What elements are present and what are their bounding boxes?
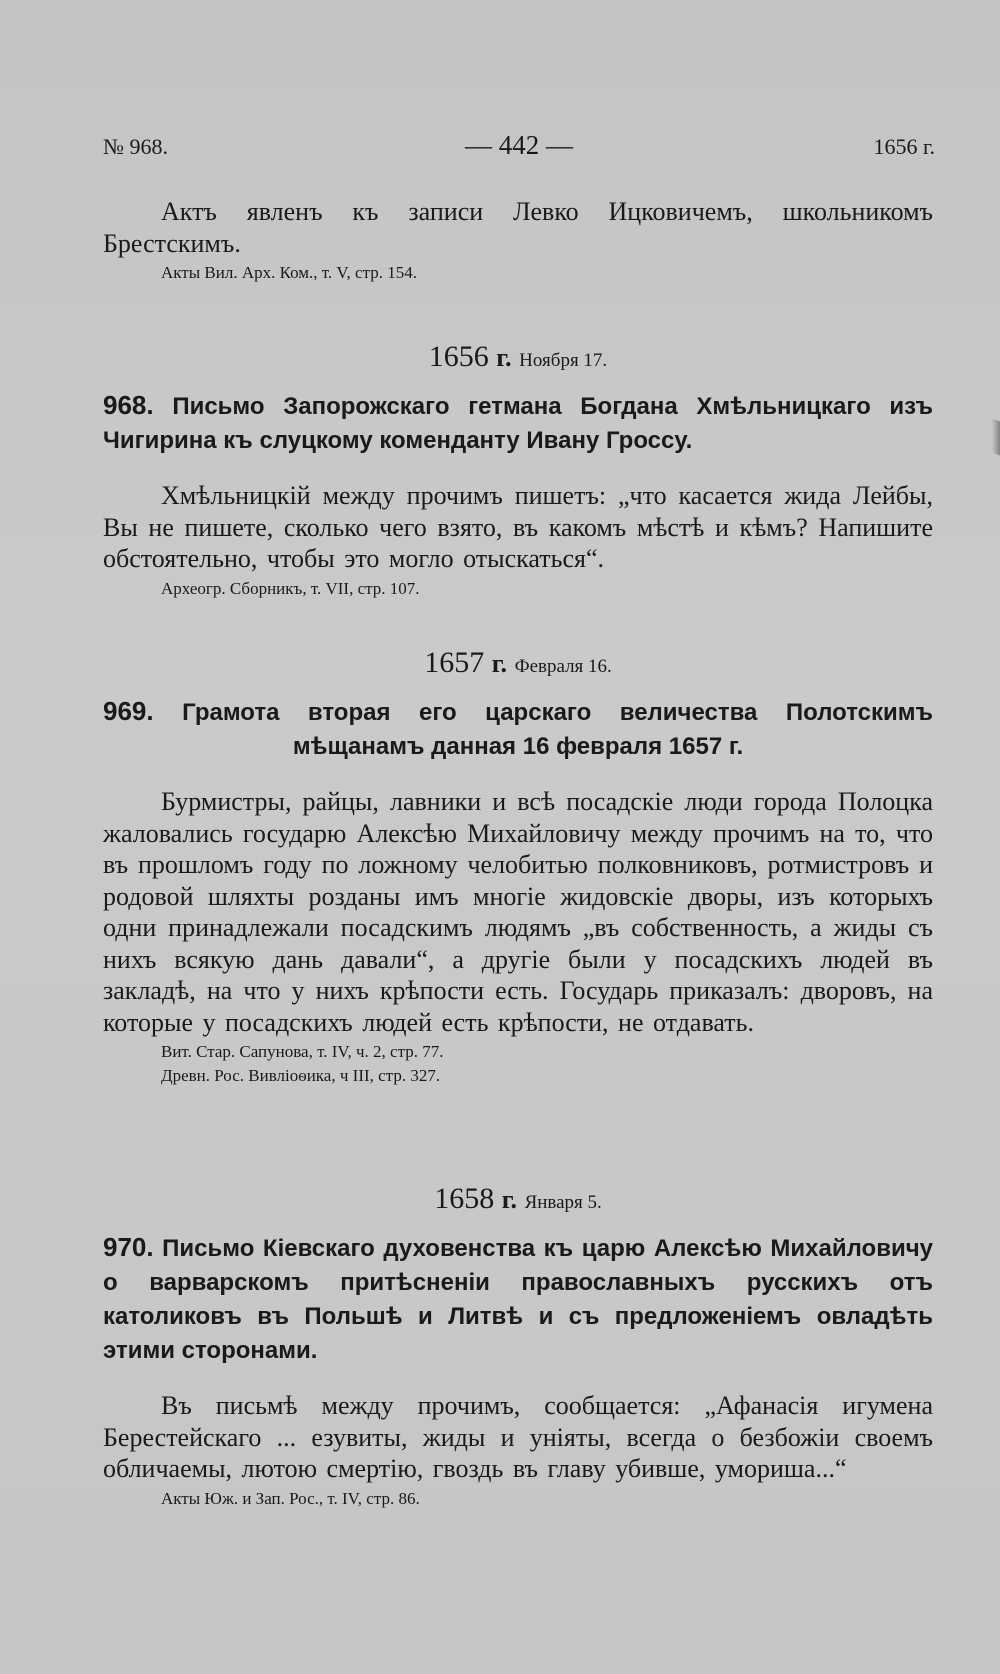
entry-title-text: Грамота вторая его царскаго величества Полотскимъ мѣщанамъ данная 16 февраля 1657 г. xyxy=(182,699,934,760)
entry-title-text: Письмо Кіевскаго духовенства къ царю Алексѣю Михайловичу о варварскомъ притѣсненіи православныхъ русскихъ отъ католиковъ въ Польшѣ и Литвѣ и съ предложеніемъ овладѣть этими сторонами. xyxy=(103,1235,933,1364)
entry-number: 970. xyxy=(103,1232,154,1262)
entry-body: Бурмистры, райцы, лавники и всѣ посадскіе люди города Полоцка жаловались государю Алексѣю Михайловичу между прочимъ на то, что въ прошломъ году по ложному челобитью полковниковъ, ротмистровъ и родовой шляхты розданы имъ многіе жидовскіе дворы, изъ которыхъ одни принадлежали посадскимъ людямъ „въ собственность, а жиды съ нихъ всякую дань давали“, а другіе были у посадскихъ людей въ закладѣ, на что у нихъ крѣпости есть. Государь приказалъ: дворовъ, на которые у посадскихъ людей есть крѣпости, не отдавать. xyxy=(103,787,933,1037)
date-month-day: Ноября 17. xyxy=(519,350,608,371)
date-year-suffix: г. xyxy=(496,343,512,372)
date-year-suffix: г. xyxy=(501,1185,518,1214)
carryover-block xyxy=(103,196,933,285)
entry-969 xyxy=(103,646,933,1088)
date-month-day: Февраля 16. xyxy=(514,656,612,677)
entry-title xyxy=(103,388,933,458)
entry-source: Вит. Стар. Сапунова, т. IV, ч. 2, стр. 77. xyxy=(161,1042,444,1061)
entry-date xyxy=(103,646,933,680)
carryover-source: Акты Вил. Арх. Ком., т. V, стр. 154. xyxy=(161,263,417,282)
page-number: — 442 — xyxy=(465,130,573,160)
entry-source: Акты Юж. и Зап. Рос., т. IV, стр. 86. xyxy=(161,1488,420,1508)
entry-source: Археогр. Сборникъ, т. VII, стр. 107. xyxy=(161,578,420,598)
entry-title xyxy=(103,1230,933,1368)
date-year-suffix: г. xyxy=(491,649,508,678)
entry-title xyxy=(103,694,933,764)
entry-source: Древн. Рос. Вивліоѳика, ч III, стр. 327. xyxy=(161,1066,441,1085)
entry-body: Въ письмѣ между прочимъ, сообщается: „Афанасія игумена Берестейскаго ... езувиты, жиды и уніяты, всегда о безбожіи своемъ обличаемы, лютою смертію, гвоздь въ главу убивше, умориша...“ xyxy=(103,1391,933,1483)
carryover-text: Актъ явленъ къ записи Левко Ицковичемъ, школьникомъ Брестскимъ. xyxy=(103,197,933,258)
date-month-day: Января 5. xyxy=(524,1192,602,1213)
page-edge-mark xyxy=(992,419,1000,456)
header-document-number: № 968. xyxy=(103,134,168,159)
header-year: 1656 г. xyxy=(873,134,935,159)
date-year: 1656 xyxy=(428,340,489,373)
date-year: 1658 xyxy=(434,1182,495,1215)
entry-body: Хмѣльницкій между прочимъ пишетъ: „что касается жида Лейбы, Вы не пишете, сколько чего взято, въ какомъ мѣстѣ и кѣмъ? Напишите обстоятельно, чтобы это могло отыскаться“. xyxy=(103,481,933,573)
entry-date xyxy=(103,340,933,374)
entry-date xyxy=(103,1182,933,1216)
date-year: 1657 xyxy=(424,646,485,679)
entry-968 xyxy=(103,340,933,601)
entry-number: 968. xyxy=(103,390,154,420)
running-header xyxy=(103,130,935,174)
entry-970 xyxy=(103,1182,933,1511)
entry-title-text: Письмо Запорожскаго гетмана Богдана Хмѣльницкаго изъ Чигирина къ слуцкому коменданту Ивану Гроссу. xyxy=(103,393,933,454)
entry-number: 969. xyxy=(103,696,154,726)
